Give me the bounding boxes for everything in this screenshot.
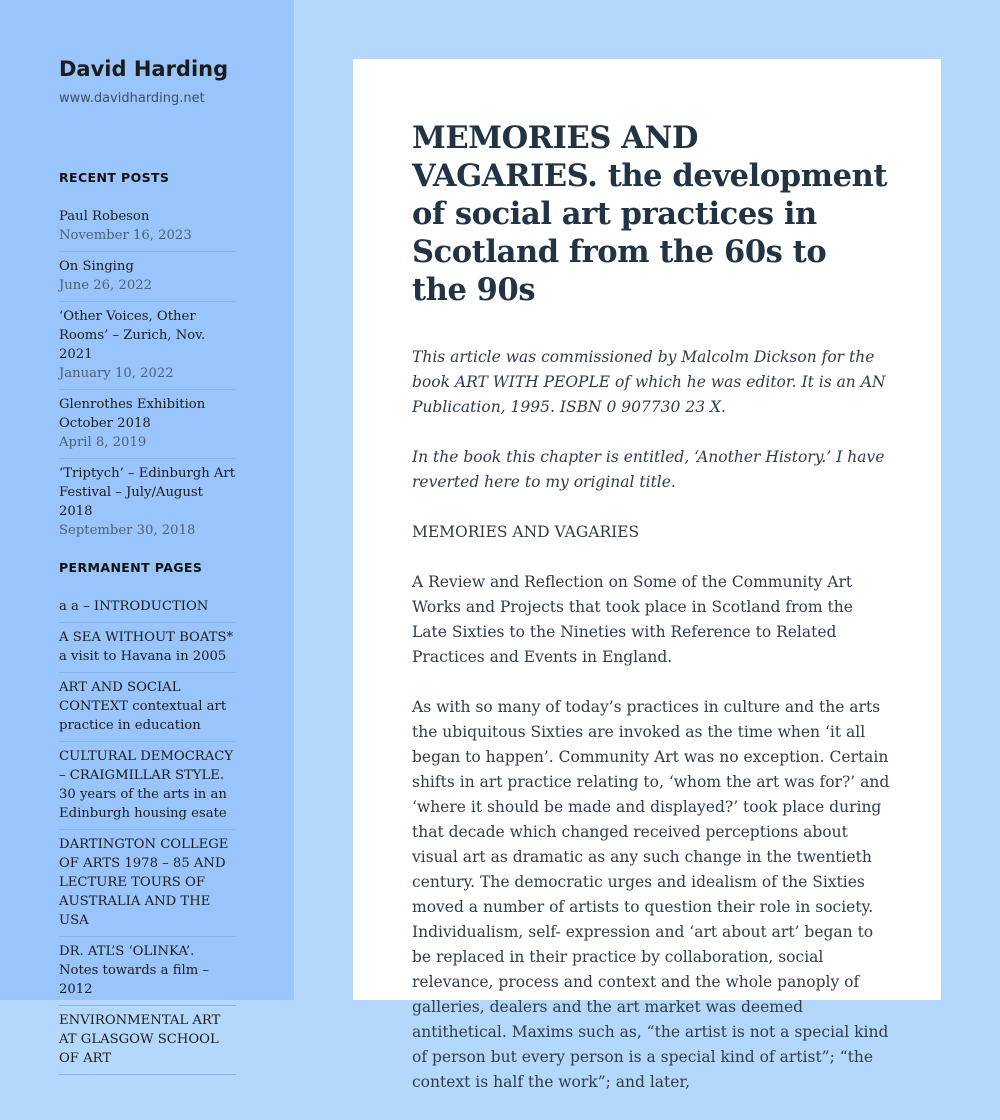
list-item bbox=[59, 673, 236, 742]
recent-posts-heading: RECENT POSTS bbox=[59, 170, 170, 185]
article bbox=[412, 119, 890, 1120]
list-item bbox=[59, 597, 236, 623]
article-paragraph: In the book this chapter is entitled, ‘Another History.’ I have reverted here to my original title. bbox=[412, 448, 885, 491]
list-item bbox=[59, 252, 236, 302]
recent-post-link[interactable]: ‘Other Voices, Other Rooms’ – Zurich, Nov. 2021 bbox=[59, 309, 206, 362]
article-paragraph: MEMORIES AND VAGARIES bbox=[412, 523, 640, 541]
list-item bbox=[59, 207, 236, 252]
site-title[interactable]: David Harding bbox=[59, 57, 229, 81]
list-item bbox=[59, 459, 236, 546]
list-item bbox=[59, 830, 236, 937]
recent-post-link[interactable]: Glenrothes Exhibition October 2018 bbox=[59, 397, 206, 431]
article-paragraph: As with so many of today’s practices in culture and the arts the ubiquitous Sixties are invoked as the time when ‘it all began to happen’. Community Art was no exception. Certain shifts in art practice relating to, ‘whom the art was for?’ and ‘where it should be made and displayed?’ took place during that decade which changed received perceptions about visual art as dramatic as any such change in the twentieth century. The democratic urges and idealism of the Sixties moved a number of artists to question their role in society. Individualism, self- expression and ‘art about art’ began to be replaced in their practice by collaboration, social relevance, process and context and the whole panoply of galleries, dealers and the art market was deemed antithetical. Maxims such as, “the artist is not a special kind of person but every person is a special kind of artist”; “the context is half the work”; and later, bbox=[412, 698, 890, 1091]
post-date: June 26, 2022 bbox=[59, 278, 152, 293]
site-description: www.davidharding.net bbox=[59, 91, 205, 106]
permanent-page-link[interactable]: DR. ATL’S ‘OLINKA’. Notes towards a film – 2012 bbox=[59, 944, 209, 997]
list-item bbox=[59, 1006, 236, 1075]
post-date: January 10, 2022 bbox=[59, 366, 174, 381]
sidebar bbox=[0, 0, 294, 1066]
article-paragraph: A Review and Reflection on Some of the Community Art Works and Projects that took place in Scotland from the Late Sixties to the Nineties with Reference to Related Practices and Events in England. bbox=[412, 573, 853, 666]
recent-post-link[interactable]: ‘Triptych’ – Edinburgh Art Festival – July/August 2018 bbox=[59, 466, 236, 519]
list-item bbox=[59, 390, 236, 459]
recent-post-link[interactable]: On Singing bbox=[59, 259, 134, 274]
permanent-page-link[interactable]: a a – INTRODUCTION bbox=[59, 599, 209, 614]
post-date: September 30, 2018 bbox=[59, 523, 196, 538]
permanent-pages-heading: PERMANENT PAGES bbox=[59, 560, 203, 575]
permanent-page-link[interactable]: ART AND SOCIAL CONTEXT contextual art practice in education bbox=[59, 680, 227, 733]
permanent-page-link[interactable]: A SEA WITHOUT BOATS* a visit to Havana in 2005 bbox=[59, 630, 234, 664]
list-item bbox=[59, 623, 236, 673]
list-item bbox=[59, 742, 236, 830]
list-item bbox=[59, 302, 236, 390]
permanent-page-link[interactable]: DARTINGTON COLLEGE OF ARTS 1978 – 85 AND LECTURE TOURS OF AUSTRALIA AND THE USA bbox=[59, 837, 229, 928]
permanent-page-link[interactable]: ENVIRONMENTAL ART AT GLASGOW SCHOOL OF ART bbox=[59, 1013, 221, 1066]
content-card bbox=[353, 59, 941, 1091]
article-paragraph: This article was commissioned by Malcolm Dickson for the book ART WITH PEOPLE of which he was editor. It is an AN Publication, 1995. ISBN 0 907730 23 X. bbox=[412, 348, 886, 416]
recent-post-link[interactable]: Paul Robeson bbox=[59, 209, 150, 224]
article-title: MEMORIES AND VAGARIES. the development of social art practices in Scotland from the 60s to the 90s bbox=[412, 120, 888, 308]
permanent-pages-list bbox=[59, 597, 236, 1075]
recent-posts-list bbox=[59, 207, 236, 546]
permanent-page-link[interactable]: CULTURAL DEMOCRACY – CRAIGMILLAR STYLE. 30 years of the arts in an Edinburgh housing esate bbox=[59, 749, 234, 821]
article-body bbox=[412, 345, 890, 1095]
post-date: November 16, 2023 bbox=[59, 228, 192, 243]
list-item bbox=[59, 937, 236, 1006]
post-date: April 8, 2019 bbox=[59, 435, 147, 450]
